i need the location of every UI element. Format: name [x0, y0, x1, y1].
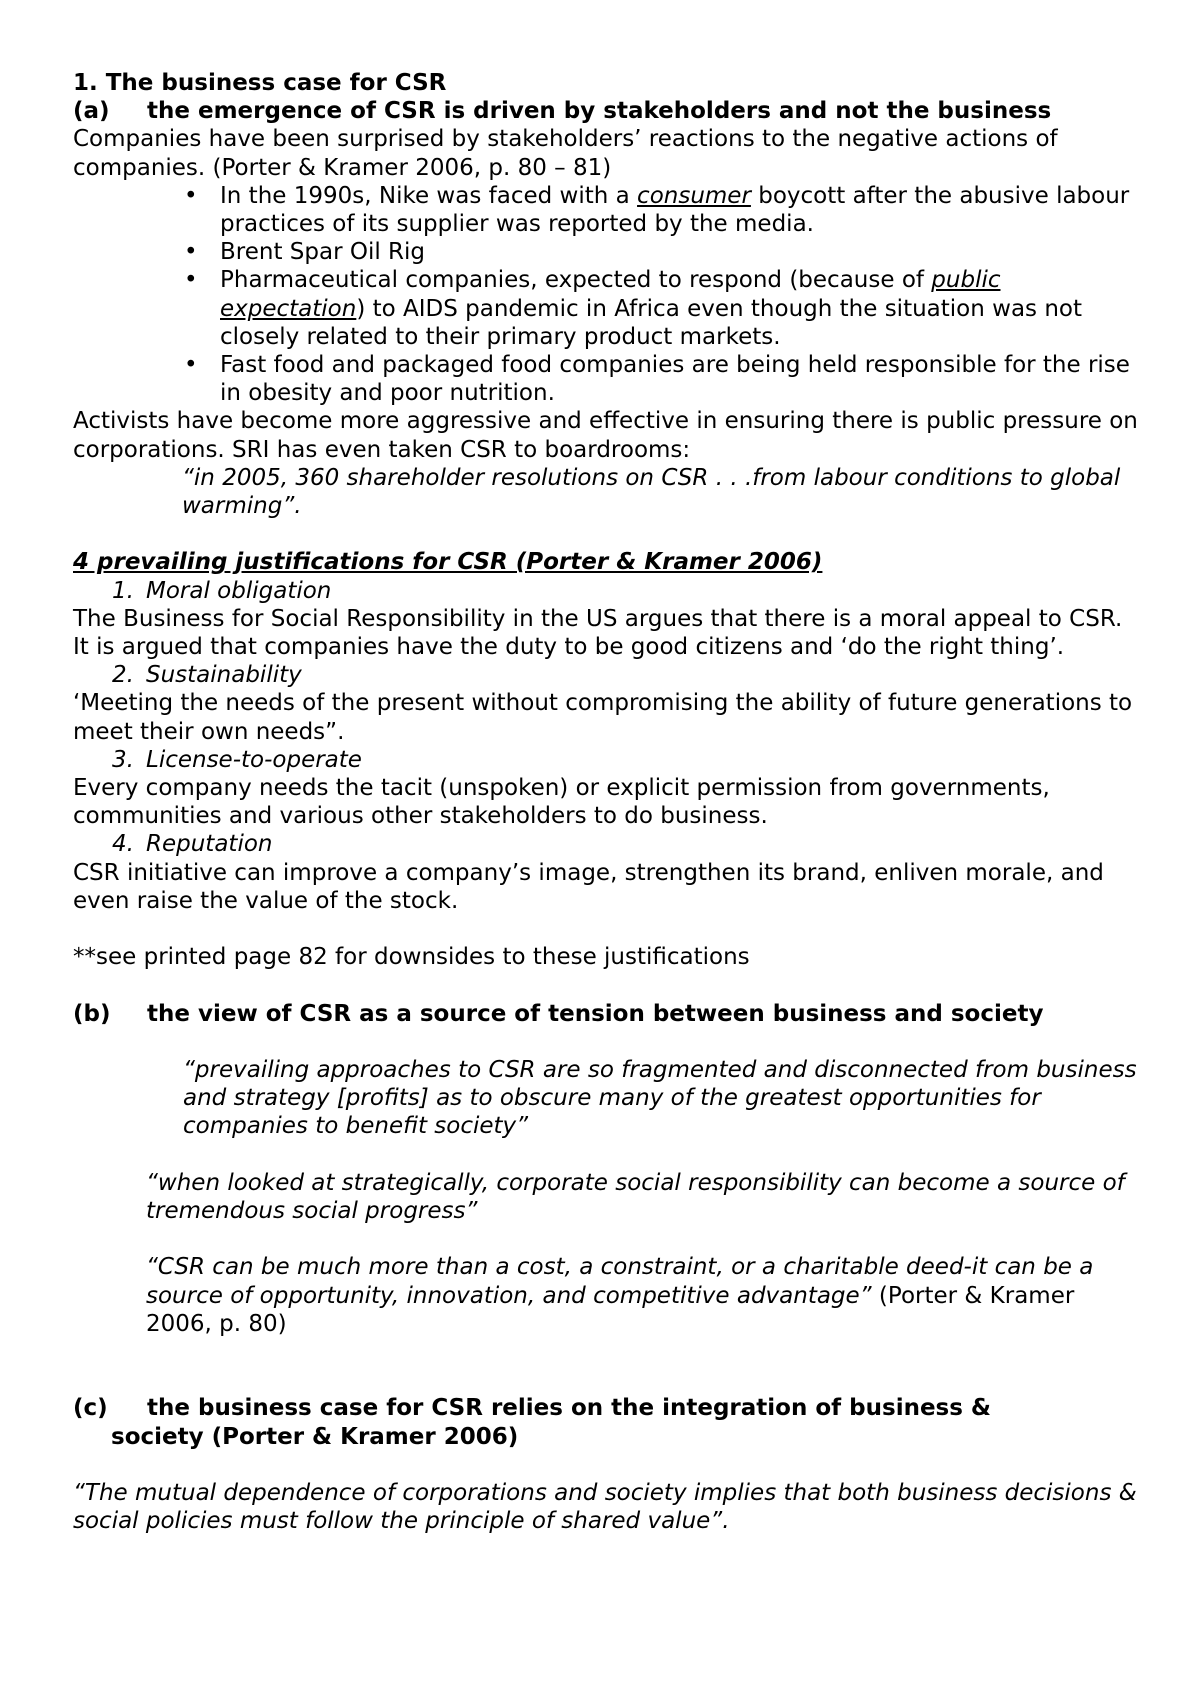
tension-quote-3-text: “CSR can be much more than a cost, a constraint, or a charitable deed-it can be a source of opportunity, innovation, and competitive advantage” — [146, 1254, 1094, 1309]
justification-title-text: Moral obligation — [146, 577, 332, 604]
spacer — [73, 520, 1143, 548]
justification-title — [73, 577, 1143, 605]
activists-paragraph: Activists have become more aggressive and effective in ensuring there is public pressure on corporations. SRI has even taken CSR to boardrooms: — [73, 408, 1138, 463]
downsides-note: **see printed page 82 for downsides to these justifications — [73, 944, 750, 971]
bullet-text: Pharmaceutical companies, expected to respond (because of — [220, 267, 932, 294]
section-a-heading — [73, 97, 1143, 125]
justification-text: The Business for Social Responsibility in the US argues that there is a moral appeal to CSR. It is argued that companies have the duty to be good citizens and ‘do the right thing’. — [73, 605, 1123, 661]
spacer — [73, 1451, 1143, 1479]
section-b-heading-text: the view of CSR as a source of tension between business and society — [147, 1000, 1044, 1027]
section-c-label: (c) — [73, 1395, 108, 1422]
shared-value-quote-line1: “The mutual dependence of corporations and society implies that both business decisions & — [73, 1480, 1137, 1507]
bullet-icon: • — [184, 182, 198, 209]
justification-number: 3. — [112, 746, 134, 773]
justification-title — [73, 830, 1143, 858]
tension-quote-3-citation: (Porter & Kramer 2006, p. 80) — [146, 1282, 1075, 1337]
justification-text: ‘Meeting the needs of the present without compromising the ability of future generations to meet their own needs”. — [73, 690, 1133, 745]
list-item — [73, 238, 1143, 266]
justification-text: CSR initiative can improve a company’s image, strengthen its brand, enliven morale, and even raise the value of the stock. — [73, 859, 1104, 914]
spacer — [73, 915, 1143, 943]
tension-quote-2: “when looked at strategically, corporate social responsibility can become a source of tremendous social progress” — [146, 1169, 1125, 1225]
bullet-icon: • — [184, 267, 198, 294]
bullet-icon: • — [184, 352, 198, 379]
stakeholder-examples-list — [73, 182, 1143, 408]
tension-quote-3 — [73, 1253, 1143, 1338]
spacer — [73, 1225, 1143, 1253]
list-item — [73, 351, 1143, 407]
bullet-emphasis: consumer — [637, 182, 751, 209]
justification-number: 2. — [112, 662, 134, 689]
bullet-text: Fast food and packaged food companies are being held responsible for the rise in obesity and poor nutrition. — [220, 352, 1130, 407]
section-b-heading — [73, 1000, 1143, 1028]
section-c-heading — [73, 1394, 1143, 1422]
bullet-icon: • — [184, 239, 198, 266]
document-title: 1. The business case for CSR — [73, 70, 447, 96]
justification-title-text: Sustainability — [146, 662, 302, 689]
justifications-heading: 4 prevailing justifications for CSR (Porter & Kramer 2006) — [73, 549, 823, 576]
bullet-text: ) to AIDS pandemic in Africa even though the situation was not closely related to their primary product markets. — [220, 295, 1082, 350]
section-c-heading-line2: society (Porter & Kramer 2006) — [111, 1423, 519, 1450]
shareholder-quote: “in 2005, 360 shareholder resolutions on CSR . . .from labour conditions to global warming”. — [182, 464, 1121, 520]
justification-title — [73, 661, 1143, 689]
bullet-text: In the 1990s, Nike was faced with a — [220, 182, 638, 209]
document-page — [73, 69, 1143, 1535]
justification-title-text: Reputation — [146, 831, 273, 858]
spacer — [73, 1141, 1143, 1169]
list-item — [73, 182, 1143, 238]
bullet-text: Brent Spar Oil Rig — [220, 239, 426, 266]
justification-title-text: License-to-operate — [146, 746, 362, 773]
tension-quote-1: “prevailing approaches to CSR are so fragmented and disconnected from business and strategy [profits] as to obscure many of the greatest opportunities for companies to benefit society” — [183, 1057, 1137, 1140]
section-b-label: (b) — [73, 1000, 111, 1027]
section-a-intro: Companies have been surprised by stakeholders’ reactions to the negative actions of companies. (Porter & Kramer 2006, p. 80 – 81) — [73, 126, 1058, 181]
justification-title — [73, 746, 1143, 774]
shared-value-quote-line2: social policies must follow the principle of shared value”. — [73, 1508, 730, 1535]
justification-number: 4. — [112, 831, 134, 858]
justification-text: Every company needs the tacit (unspoken) or explicit permission from governments, communities and various other stakeholders to do business. — [73, 775, 1050, 830]
section-a-label: (a) — [73, 98, 110, 125]
bullet-text: boycott after the abusive labour practices of its supplier was reported by the media. — [220, 182, 1130, 238]
spacer — [73, 1028, 1143, 1056]
spacer — [73, 1338, 1143, 1394]
spacer — [73, 971, 1143, 999]
list-item — [73, 266, 1143, 351]
section-c-heading-cont — [73, 1423, 1143, 1451]
section-a-heading-text: the emergence of CSR is driven by stakeholders and not the business — [147, 98, 1052, 125]
bullet-emphasis: public expectation — [220, 267, 1001, 322]
section-c-heading-line1: the business case for CSR relies on the integration of business & — [147, 1395, 991, 1422]
justification-number: 1. — [112, 577, 134, 604]
